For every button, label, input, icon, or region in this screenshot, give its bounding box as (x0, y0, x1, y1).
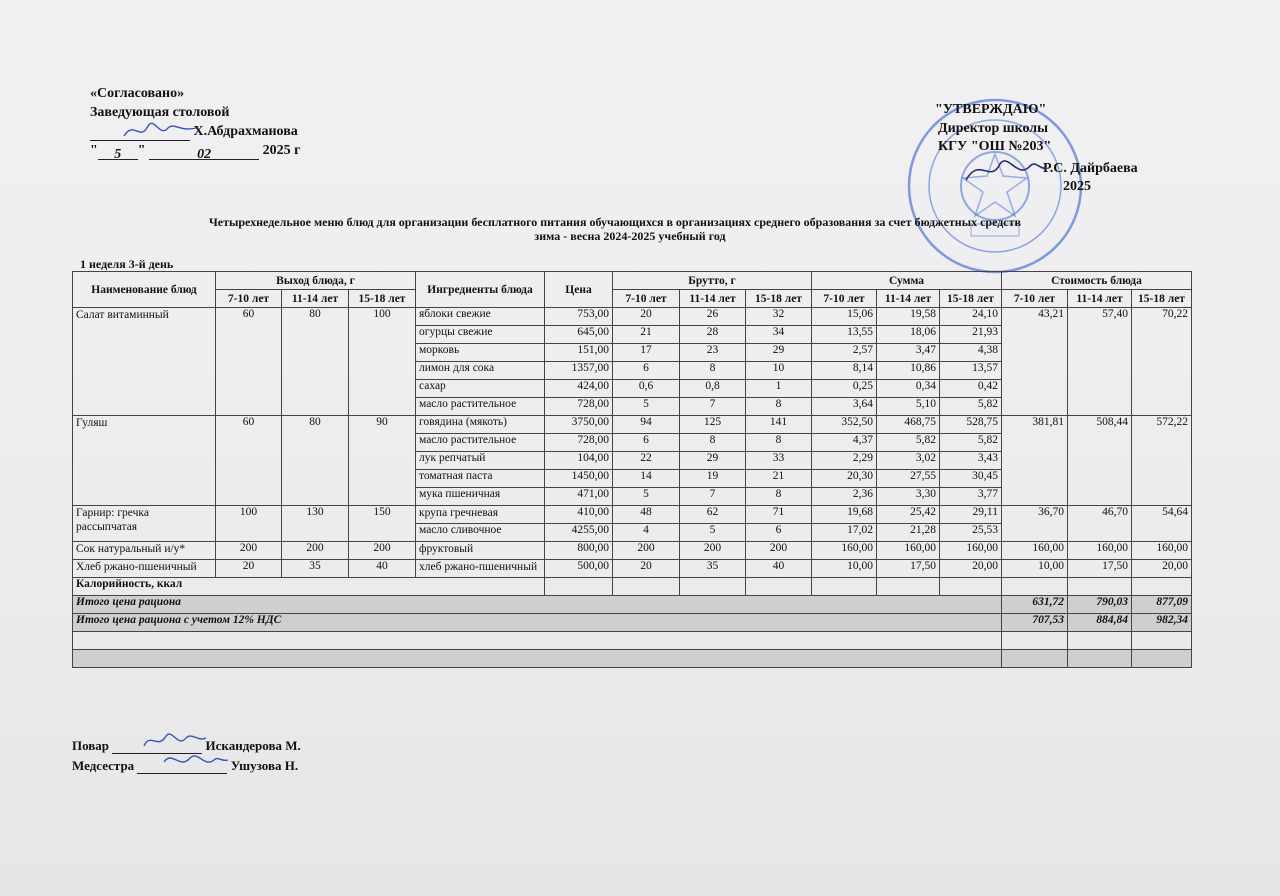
brutto-cell: 19 (680, 470, 746, 488)
sum-cell: 3,02 (877, 452, 940, 470)
brutto-cell: 20 (613, 308, 680, 326)
brutto-cell: 6 (613, 434, 680, 452)
price-cell: 800,00 (545, 542, 613, 560)
sum-cell: 3,77 (940, 488, 1002, 506)
cook-name: Искандерова М. (205, 738, 301, 753)
header-age: 11-14 лет (680, 290, 746, 308)
calories-label: Калорийность, ккал (73, 578, 545, 596)
dish-cost-cell: 57,40 (1068, 308, 1132, 416)
sum-cell: 13,55 (812, 326, 877, 344)
brutto-cell: 0,6 (613, 380, 680, 398)
output-cell: 100 (216, 506, 282, 542)
price-cell: 410,00 (545, 506, 613, 524)
brutto-cell: 141 (746, 416, 812, 434)
calories-row (73, 578, 1192, 596)
sum-cell: 21,93 (940, 326, 1002, 344)
dish-cost-cell: 70,22 (1132, 308, 1192, 416)
sum-cell: 27,55 (877, 470, 940, 488)
brutto-cell: 200 (613, 542, 680, 560)
header-age: 15-18 лет (940, 290, 1002, 308)
brutto-cell: 35 (680, 560, 746, 578)
brutto-cell: 6 (746, 524, 812, 542)
price-cell: 151,00 (545, 344, 613, 362)
total-vat-value: 884,84 (1068, 614, 1132, 632)
ingredient-cell: яблоки свежие (416, 308, 545, 326)
price-cell: 104,00 (545, 452, 613, 470)
header-age: 7-10 лет (812, 290, 877, 308)
brutto-cell: 28 (680, 326, 746, 344)
price-cell: 424,00 (545, 380, 613, 398)
ingredient-cell: масло растительное (416, 434, 545, 452)
total-label: Итого цена рациона (73, 596, 1002, 614)
nurse-label: Медсестра (72, 758, 135, 773)
menu-row (73, 542, 1192, 560)
canteen-head-position: Заведующая столовой (90, 105, 230, 120)
brutto-cell: 26 (680, 308, 746, 326)
price-cell: 645,00 (545, 326, 613, 344)
nurse-signature (160, 748, 230, 774)
brutto-cell: 34 (746, 326, 812, 344)
sum-cell: 3,47 (877, 344, 940, 362)
price-cell: 728,00 (545, 434, 613, 452)
ingredient-cell: сахар (416, 380, 545, 398)
sum-cell: 10,86 (877, 362, 940, 380)
total-value: 877,09 (1132, 596, 1192, 614)
output-cell: 150 (349, 506, 416, 542)
brutto-cell: 71 (746, 506, 812, 524)
brutto-cell: 62 (680, 506, 746, 524)
ingredient-cell: морковь (416, 344, 545, 362)
dish-cost-cell: 160,00 (1002, 542, 1068, 560)
document-title: Четырехнедельное меню блюд для организации бесплатного питания обучающихся в организациях среднего образования за счет бюджетных средств (208, 215, 1022, 229)
output-cell: 20 (216, 560, 282, 578)
agreed-label: «Согласовано» (90, 86, 185, 101)
dish-name-cell: Гарнир: гречка рассыпчатая (73, 506, 216, 542)
dish-cost-cell: 46,70 (1068, 506, 1132, 542)
sum-cell: 5,10 (877, 398, 940, 416)
brutto-cell: 6 (613, 362, 680, 380)
brutto-cell: 14 (613, 470, 680, 488)
sum-cell: 8,14 (812, 362, 877, 380)
price-cell: 4255,00 (545, 524, 613, 542)
sum-cell: 4,38 (940, 344, 1002, 362)
agreed-date: " 5 " 02 2025 г (90, 143, 301, 162)
canteen-head-signature (120, 116, 200, 144)
brutto-cell: 5 (680, 524, 746, 542)
total-value: 790,03 (1068, 596, 1132, 614)
brutto-cell: 17 (613, 344, 680, 362)
sum-cell: 160,00 (812, 542, 877, 560)
empty-row (73, 632, 1192, 650)
ingredient-cell: масло сливочное (416, 524, 545, 542)
total-vat-value: 982,34 (1132, 614, 1192, 632)
agreed-day: 5 (98, 145, 138, 160)
menu-row (73, 506, 1192, 524)
sum-cell: 2,57 (812, 344, 877, 362)
menu-table-header (73, 272, 1192, 308)
menu-row (73, 560, 1192, 578)
brutto-cell: 8 (746, 398, 812, 416)
dish-name-cell: Хлеб ржано-пшеничный (73, 560, 216, 578)
output-cell: 130 (282, 506, 349, 542)
brutto-cell: 8 (746, 488, 812, 506)
sum-cell: 160,00 (877, 542, 940, 560)
total-row (73, 596, 1192, 614)
menu-row (73, 308, 1192, 326)
price-cell: 471,00 (545, 488, 613, 506)
sum-cell: 19,68 (812, 506, 877, 524)
sum-cell: 17,50 (877, 560, 940, 578)
dish-cost-cell: 381,81 (1002, 416, 1068, 506)
output-cell: 60 (216, 308, 282, 416)
sum-cell: 20,00 (940, 560, 1002, 578)
ingredient-cell: фруктовый (416, 542, 545, 560)
ingredient-cell: огурцы свежие (416, 326, 545, 344)
total-vat-label: Итого цена рациона с учетом 12% НДС (73, 614, 1002, 632)
school-org: КГУ "ОШ №203" (938, 139, 1052, 154)
sum-cell: 2,29 (812, 452, 877, 470)
agreed-year: 2025 г (262, 143, 301, 158)
brutto-cell: 8 (680, 362, 746, 380)
ingredient-cell: мука пшеничная (416, 488, 545, 506)
ingredient-cell: лимон для сока (416, 362, 545, 380)
ingredient-cell: крупа гречневая (416, 506, 545, 524)
menu-table-body (73, 308, 1192, 578)
price-cell: 1450,00 (545, 470, 613, 488)
brutto-cell: 29 (680, 452, 746, 470)
output-cell: 100 (349, 308, 416, 416)
total-vat-value: 707,53 (1002, 614, 1068, 632)
output-cell: 200 (349, 542, 416, 560)
ingredient-cell: хлеб ржано-пшеничный (416, 560, 545, 578)
sum-cell: 25,42 (877, 506, 940, 524)
brutto-cell: 4 (613, 524, 680, 542)
brutto-cell: 200 (746, 542, 812, 560)
brutto-cell: 10 (746, 362, 812, 380)
dish-cost-cell: 43,21 (1002, 308, 1068, 416)
brutto-cell: 23 (680, 344, 746, 362)
header-age: 15-18 лет (746, 290, 812, 308)
sum-cell: 25,53 (940, 524, 1002, 542)
output-cell: 40 (349, 560, 416, 578)
agreed-month: 02 (149, 145, 259, 160)
header-age: 15-18 лет (1132, 290, 1192, 308)
sum-cell: 19,58 (877, 308, 940, 326)
dish-name-cell: Гуляш (73, 416, 216, 506)
sum-cell: 160,00 (940, 542, 1002, 560)
brutto-cell: 0,8 (680, 380, 746, 398)
sum-cell: 30,45 (940, 470, 1002, 488)
price-cell: 1357,00 (545, 362, 613, 380)
sum-cell: 352,50 (812, 416, 877, 434)
dish-cost-cell: 160,00 (1132, 542, 1192, 560)
sum-cell: 24,10 (940, 308, 1002, 326)
sum-cell: 5,82 (940, 398, 1002, 416)
brutto-cell: 22 (613, 452, 680, 470)
dish-name-cell: Сок натуральный и/у* (73, 542, 216, 560)
output-cell: 80 (282, 416, 349, 506)
header-age: 11-14 лет (1068, 290, 1132, 308)
brutto-cell: 7 (680, 398, 746, 416)
sum-cell: 21,28 (877, 524, 940, 542)
approve-year: 2025 (1063, 179, 1091, 194)
sum-cell: 15,06 (812, 308, 877, 326)
header-dish: Наименование блюд (73, 272, 216, 308)
output-cell: 200 (282, 542, 349, 560)
header-age: 11-14 лет (877, 290, 940, 308)
output-cell: 35 (282, 560, 349, 578)
header-age: 15-18 лет (349, 290, 416, 308)
sum-cell: 3,30 (877, 488, 940, 506)
sum-cell: 4,37 (812, 434, 877, 452)
sum-cell: 17,02 (812, 524, 877, 542)
price-cell: 3750,00 (545, 416, 613, 434)
dish-cost-cell: 20,00 (1132, 560, 1192, 578)
brutto-cell: 125 (680, 416, 746, 434)
menu-table-totals (73, 578, 1192, 668)
header-age: 7-10 лет (216, 290, 282, 308)
dish-cost-cell: 10,00 (1002, 560, 1068, 578)
price-cell: 753,00 (545, 308, 613, 326)
output-cell: 90 (349, 416, 416, 506)
director-position: Директор школы (938, 121, 1049, 136)
brutto-cell: 8 (746, 434, 812, 452)
header-age: 7-10 лет (1002, 290, 1068, 308)
menu-table (72, 271, 1192, 668)
header-sum: Сумма (812, 272, 1002, 290)
document-subtitle: зима - весна 2024-2025 учебный год (534, 229, 726, 243)
brutto-cell: 5 (613, 398, 680, 416)
sum-cell: 18,06 (877, 326, 940, 344)
brutto-cell: 32 (746, 308, 812, 326)
sum-cell: 10,00 (812, 560, 877, 578)
ingredient-cell: масло растительное (416, 398, 545, 416)
empty-row (73, 650, 1192, 668)
brutto-cell: 40 (746, 560, 812, 578)
sum-cell: 5,82 (940, 434, 1002, 452)
brutto-cell: 20 (613, 560, 680, 578)
brutto-cell: 21 (613, 326, 680, 344)
dish-cost-cell: 17,50 (1068, 560, 1132, 578)
brutto-cell: 33 (746, 452, 812, 470)
brutto-cell: 8 (680, 434, 746, 452)
dish-cost-cell: 36,70 (1002, 506, 1068, 542)
sum-cell: 468,75 (877, 416, 940, 434)
header-cost: Стоимость блюда (1002, 272, 1192, 290)
brutto-cell: 29 (746, 344, 812, 362)
dish-cost-cell: 508,44 (1068, 416, 1132, 506)
dish-cost-cell: 572,22 (1132, 416, 1192, 506)
brutto-cell: 7 (680, 488, 746, 506)
week-day-label: 1 неделя 3-й день (80, 257, 174, 271)
director-signature (960, 150, 1050, 190)
approve-label: "УТВЕРЖДАЮ" (935, 102, 1047, 117)
director-name: Р.С. Дайрбаева (1043, 161, 1138, 176)
output-cell: 80 (282, 308, 349, 416)
header-age: 11-14 лет (282, 290, 349, 308)
brutto-cell: 200 (680, 542, 746, 560)
header-age: 7-10 лет (613, 290, 680, 308)
sum-cell: 13,57 (940, 362, 1002, 380)
brutto-cell: 1 (746, 380, 812, 398)
sum-cell: 5,82 (877, 434, 940, 452)
sum-cell: 29,11 (940, 506, 1002, 524)
header-brutto: Брутто, г (613, 272, 812, 290)
sum-cell: 0,25 (812, 380, 877, 398)
sum-cell: 3,64 (812, 398, 877, 416)
dish-cost-cell: 160,00 (1068, 542, 1132, 560)
total-vat-row (73, 614, 1192, 632)
sum-cell: 0,34 (877, 380, 940, 398)
sum-cell: 20,30 (812, 470, 877, 488)
sum-cell: 2,36 (812, 488, 877, 506)
header-price: Цена (545, 272, 613, 308)
dish-name-cell: Салат витаминный (73, 308, 216, 416)
brutto-cell: 48 (613, 506, 680, 524)
canteen-head-name: Х.Абдрахманова (193, 124, 298, 139)
sum-cell: 3,43 (940, 452, 1002, 470)
nurse-name: Ушузова Н. (230, 758, 299, 773)
menu-row (73, 416, 1192, 434)
price-cell: 728,00 (545, 398, 613, 416)
brutto-cell: 21 (746, 470, 812, 488)
header-output: Выход блюда, г (216, 272, 416, 290)
ingredient-cell: лук репчатый (416, 452, 545, 470)
sum-cell: 528,75 (940, 416, 1002, 434)
brutto-cell: 94 (613, 416, 680, 434)
total-value: 631,72 (1002, 596, 1068, 614)
output-cell: 60 (216, 416, 282, 506)
sum-cell: 0,42 (940, 380, 1002, 398)
brutto-cell: 5 (613, 488, 680, 506)
ingredient-cell: говядина (мякоть) (416, 416, 545, 434)
price-cell: 500,00 (545, 560, 613, 578)
ingredient-cell: томатная паста (416, 470, 545, 488)
dish-cost-cell: 54,64 (1132, 506, 1192, 542)
cook-label: Повар (72, 738, 110, 753)
output-cell: 200 (216, 542, 282, 560)
header-ingredients: Ингредиенты блюда (416, 272, 545, 308)
